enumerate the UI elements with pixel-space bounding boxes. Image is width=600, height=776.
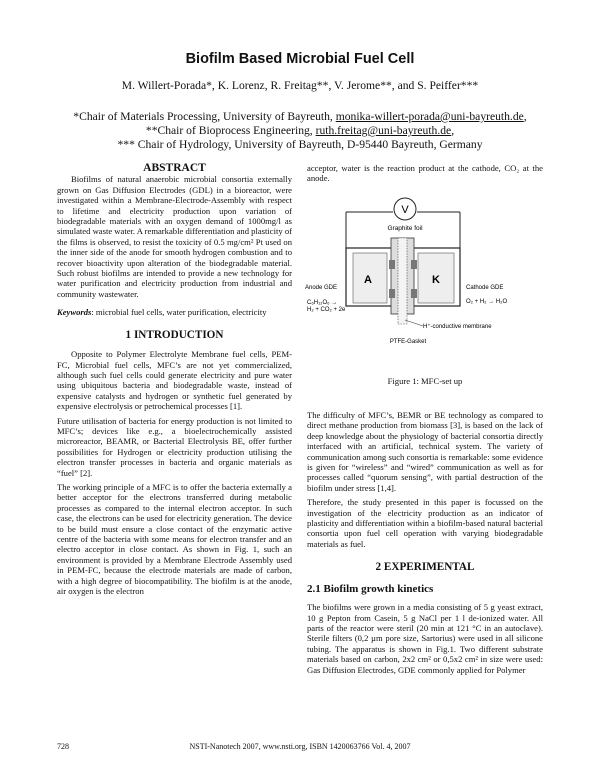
paper-title: Biofilm Based Microbial Fuel Cell [185, 51, 415, 67]
keywords [57, 307, 292, 317]
anode-gde-label: Anode GDE [305, 285, 338, 291]
anode-chamber-label: A [364, 274, 372, 286]
right-column-lower [307, 410, 543, 679]
anode-reaction-1: C₆H₁₂O₆ → [307, 300, 338, 306]
cathode-reaction: O₂ + H₂ → H₂O [466, 299, 508, 305]
right-paragraph-3: The biofilms were grown in a media consisting of 5 g yeast extract, 10 g Pepton from Casein, 5 g NaCl per 1 l de-ionized water. All parts of the reactor were steril (20 min at 121 °C in an autoclave). Sterile filters (0,2 µm pore size, Sartorius) were used in all silicone tubing. The apparatus is shown in Fig.1. Two different substrate materials based on carbon, 2x2 cm² or 0,5x2 cm² in size were used: Gas Diffusion Electrodes, GDE commonly applied for Polymer [307, 602, 543, 675]
cathode-clamp-bottom [411, 289, 417, 298]
experimental-heading: 2 EXPERIMENTAL [375, 561, 475, 574]
affiliation-3: *** Chair of Hydrology, University of Bayreuth, D-95440 Bayreuth, Germany [117, 138, 483, 151]
right-paragraph-1: The difficulty of MFC’s, BEMR or BE technology as compared to direct methane production from biomass [3], is based on the lack of deep knowledge about the physiology of bacterial consortia directly interfaced with an artificial, technical system. The variety of communication among such consortia is remarkable: some evidence is given for “wireless” and “wired” communication as well as for processes called “quorum sensing”, with partial destruction of the biofilm under stress [1,4]. [307, 410, 543, 493]
intro-paragraph-1: Opposite to Polymer Electrolyte Membrane fuel cells, PEM-FC, Microbial fuel cells, MFC’s are not yet commercialized, although such fuel cells could generate electricity and pure water using ubiquitous bacteria and biodegradable waste, instead of expensive catalysts and hydrogen or synthetic fuel generated by expensive electrolysis or petrochemical processes [1]. [57, 349, 292, 412]
affiliation-2 [0, 124, 600, 138]
right-continuation: acceptor, water is the reaction product at the cathode, CO₂ at the anode. [307, 163, 543, 184]
cathode-gde-label: Cathode GDE [466, 285, 504, 291]
biofilm-growth-heading: 2.1 Biofilm growth kinetics [307, 582, 434, 595]
footer-citation: NSTI-Nanotech 2007, www.nsti.org, ISBN 1420063766 Vol. 4, 2007 [189, 742, 411, 751]
intro-heading: 1 INTRODUCTION [125, 328, 224, 341]
affiliation-1 [0, 110, 600, 124]
membrane [398, 238, 407, 324]
right-column [307, 163, 543, 188]
page-number: 728 [57, 742, 69, 751]
affiliation-1-text: *Chair of Materials Processing, University of Bayreuth, [73, 110, 336, 123]
affiliation-2-end: , [451, 124, 455, 137]
affiliation-2-email[interactable]: ruth.freitag@uni-bayreuth.de [315, 124, 452, 137]
graphite-foil-label: Graphite foil [387, 225, 423, 232]
keywords-label: Keywords [57, 307, 92, 318]
anode-clamp-bottom [389, 289, 395, 298]
cathode-clamp-top [411, 260, 417, 269]
affiliation-1-end: , [523, 110, 527, 123]
figure-caption: Figure 1: MFC-set up [387, 376, 463, 386]
right-paragraph-2: Therefore, the study presented in this paper is focussed on the investigation of the electricity production as an indicator of plasticity and differentiation within a biofilm-based natural bacterial consortia upon fuel cell operation with varying biodegradable materials as fuel. [307, 497, 543, 549]
author-list: M. Willert-Porada*, K. Lorenz, R. Freitag**, V. Jerome**, and S. Peiffer*** [121, 79, 479, 92]
keywords-text: : microbial fuel cells, water purification, electricity [91, 307, 267, 318]
gasket-label: PTFE-Gasket [389, 339, 427, 345]
anode-reaction-2: H₂ + CO₂ + 2e [307, 307, 346, 313]
intro-paragraph-3: The working principle of a MFC is to offer the bacteria externally a better acceptor for the electrons transferred during metabolic processes as compared to the internal electron acceptor. In such case, the electrons can be used for electricity generation. The device to be build must ensure a close contact of the enzymatic active centre of the bacteria with some means for electron transfer and an electro acceptor in close contact. As shown in Fig. 1, such an environment is provided by a Membrane Electrode Assembly used in PEM-FC, because the electrode materials are made of carbon, with a high degree of biocompatibility. The biofilm is at the anode, air oxygen is the electron [57, 481, 292, 597]
abstract-heading: ABSTRACT [143, 162, 206, 174]
membrane-leader-line [405, 320, 423, 326]
cathode-chamber-label: K [432, 274, 440, 286]
membrane-label: H⁺-conductive membrane [423, 324, 492, 330]
affiliation-1-email[interactable]: monika-willert-porada@uni-bayreuth.de [335, 110, 524, 123]
intro-paragraph-2: Future utilisation of bacteria for energy production is not limited to MFC’s; devices like e.g., a bioelectrochemically assisted microreactor, BEAMR, or Bacterial Electrolysis BE, offer further possibilities for Hydrogen or electricity production utilising the electron transfer processes in bacteria and organic materials as “fuel” [2]. [57, 415, 292, 478]
abstract-body: Biofilms of natural anaerobic microbial consortia externally grown on Gas Diffusion Electrodes (GDL) in a bioreactor, were investigated within a Membrane-Electrode-Assembly with respect to lifetime and electricity production upon variation of biodegradable materials with an oxygen demand of 1000mg/l as simulated waste water. A remarkable differentiation and plasticity of the films is observed, to resist the toxicity of 0.5 mg/cm² Pt used on the inner side of the anode for smooth hydrogen combustion and to recover bioactivity upon alteration of the biodegradable material. Such robust biofilms are intended to provide a new technology for water purification and electricity production from industrial and community wastewater. [57, 174, 292, 299]
mfc-setup-figure [305, 190, 545, 355]
anode-clamp-top [389, 260, 395, 269]
voltmeter-label: V [401, 204, 409, 216]
left-column [57, 163, 292, 600]
affiliation-2-text: **Chair of Bioprocess Engineering, [145, 124, 316, 137]
